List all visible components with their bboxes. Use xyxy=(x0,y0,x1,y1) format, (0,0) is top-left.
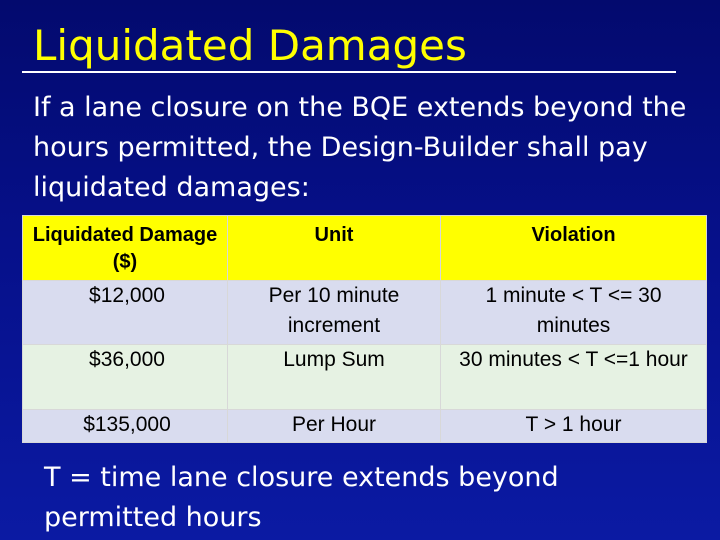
title-underline xyxy=(22,71,676,73)
liquidated-damages-table xyxy=(22,215,707,443)
intro-paragraph: If a lane closure on the BQE extends beyond the hours permitted, the Design-Builder shall pay liquidated damages: xyxy=(33,92,687,203)
table-row xyxy=(23,410,707,443)
damage-amount-cell: $135,000 xyxy=(23,410,228,443)
table-row xyxy=(23,281,707,345)
slide-title: Liquidated Damages xyxy=(33,21,467,70)
violation-cell: 30 minutes < T <=1 hour xyxy=(441,345,707,410)
violation-cell: 1 minute < T <= 30 minutes xyxy=(441,281,707,345)
unit-cell: Lump Sum xyxy=(228,345,441,410)
violation-cell: T > 1 hour xyxy=(441,410,707,443)
table-header-row xyxy=(23,216,707,281)
unit-cell: Per Hour xyxy=(228,410,441,443)
header-violation: Violation xyxy=(441,216,707,281)
damage-amount-cell: $12,000 xyxy=(23,281,228,345)
table-row xyxy=(23,345,707,410)
unit-cell: Per 10 minute increment xyxy=(228,281,441,345)
damage-amount-cell: $36,000 xyxy=(23,345,228,410)
header-liquidated-damage: Liquidated Damage ($) xyxy=(23,216,228,281)
header-unit: Unit xyxy=(228,216,441,281)
footnote-definition: T = time lane closure extends beyond permitted hours xyxy=(44,462,559,533)
